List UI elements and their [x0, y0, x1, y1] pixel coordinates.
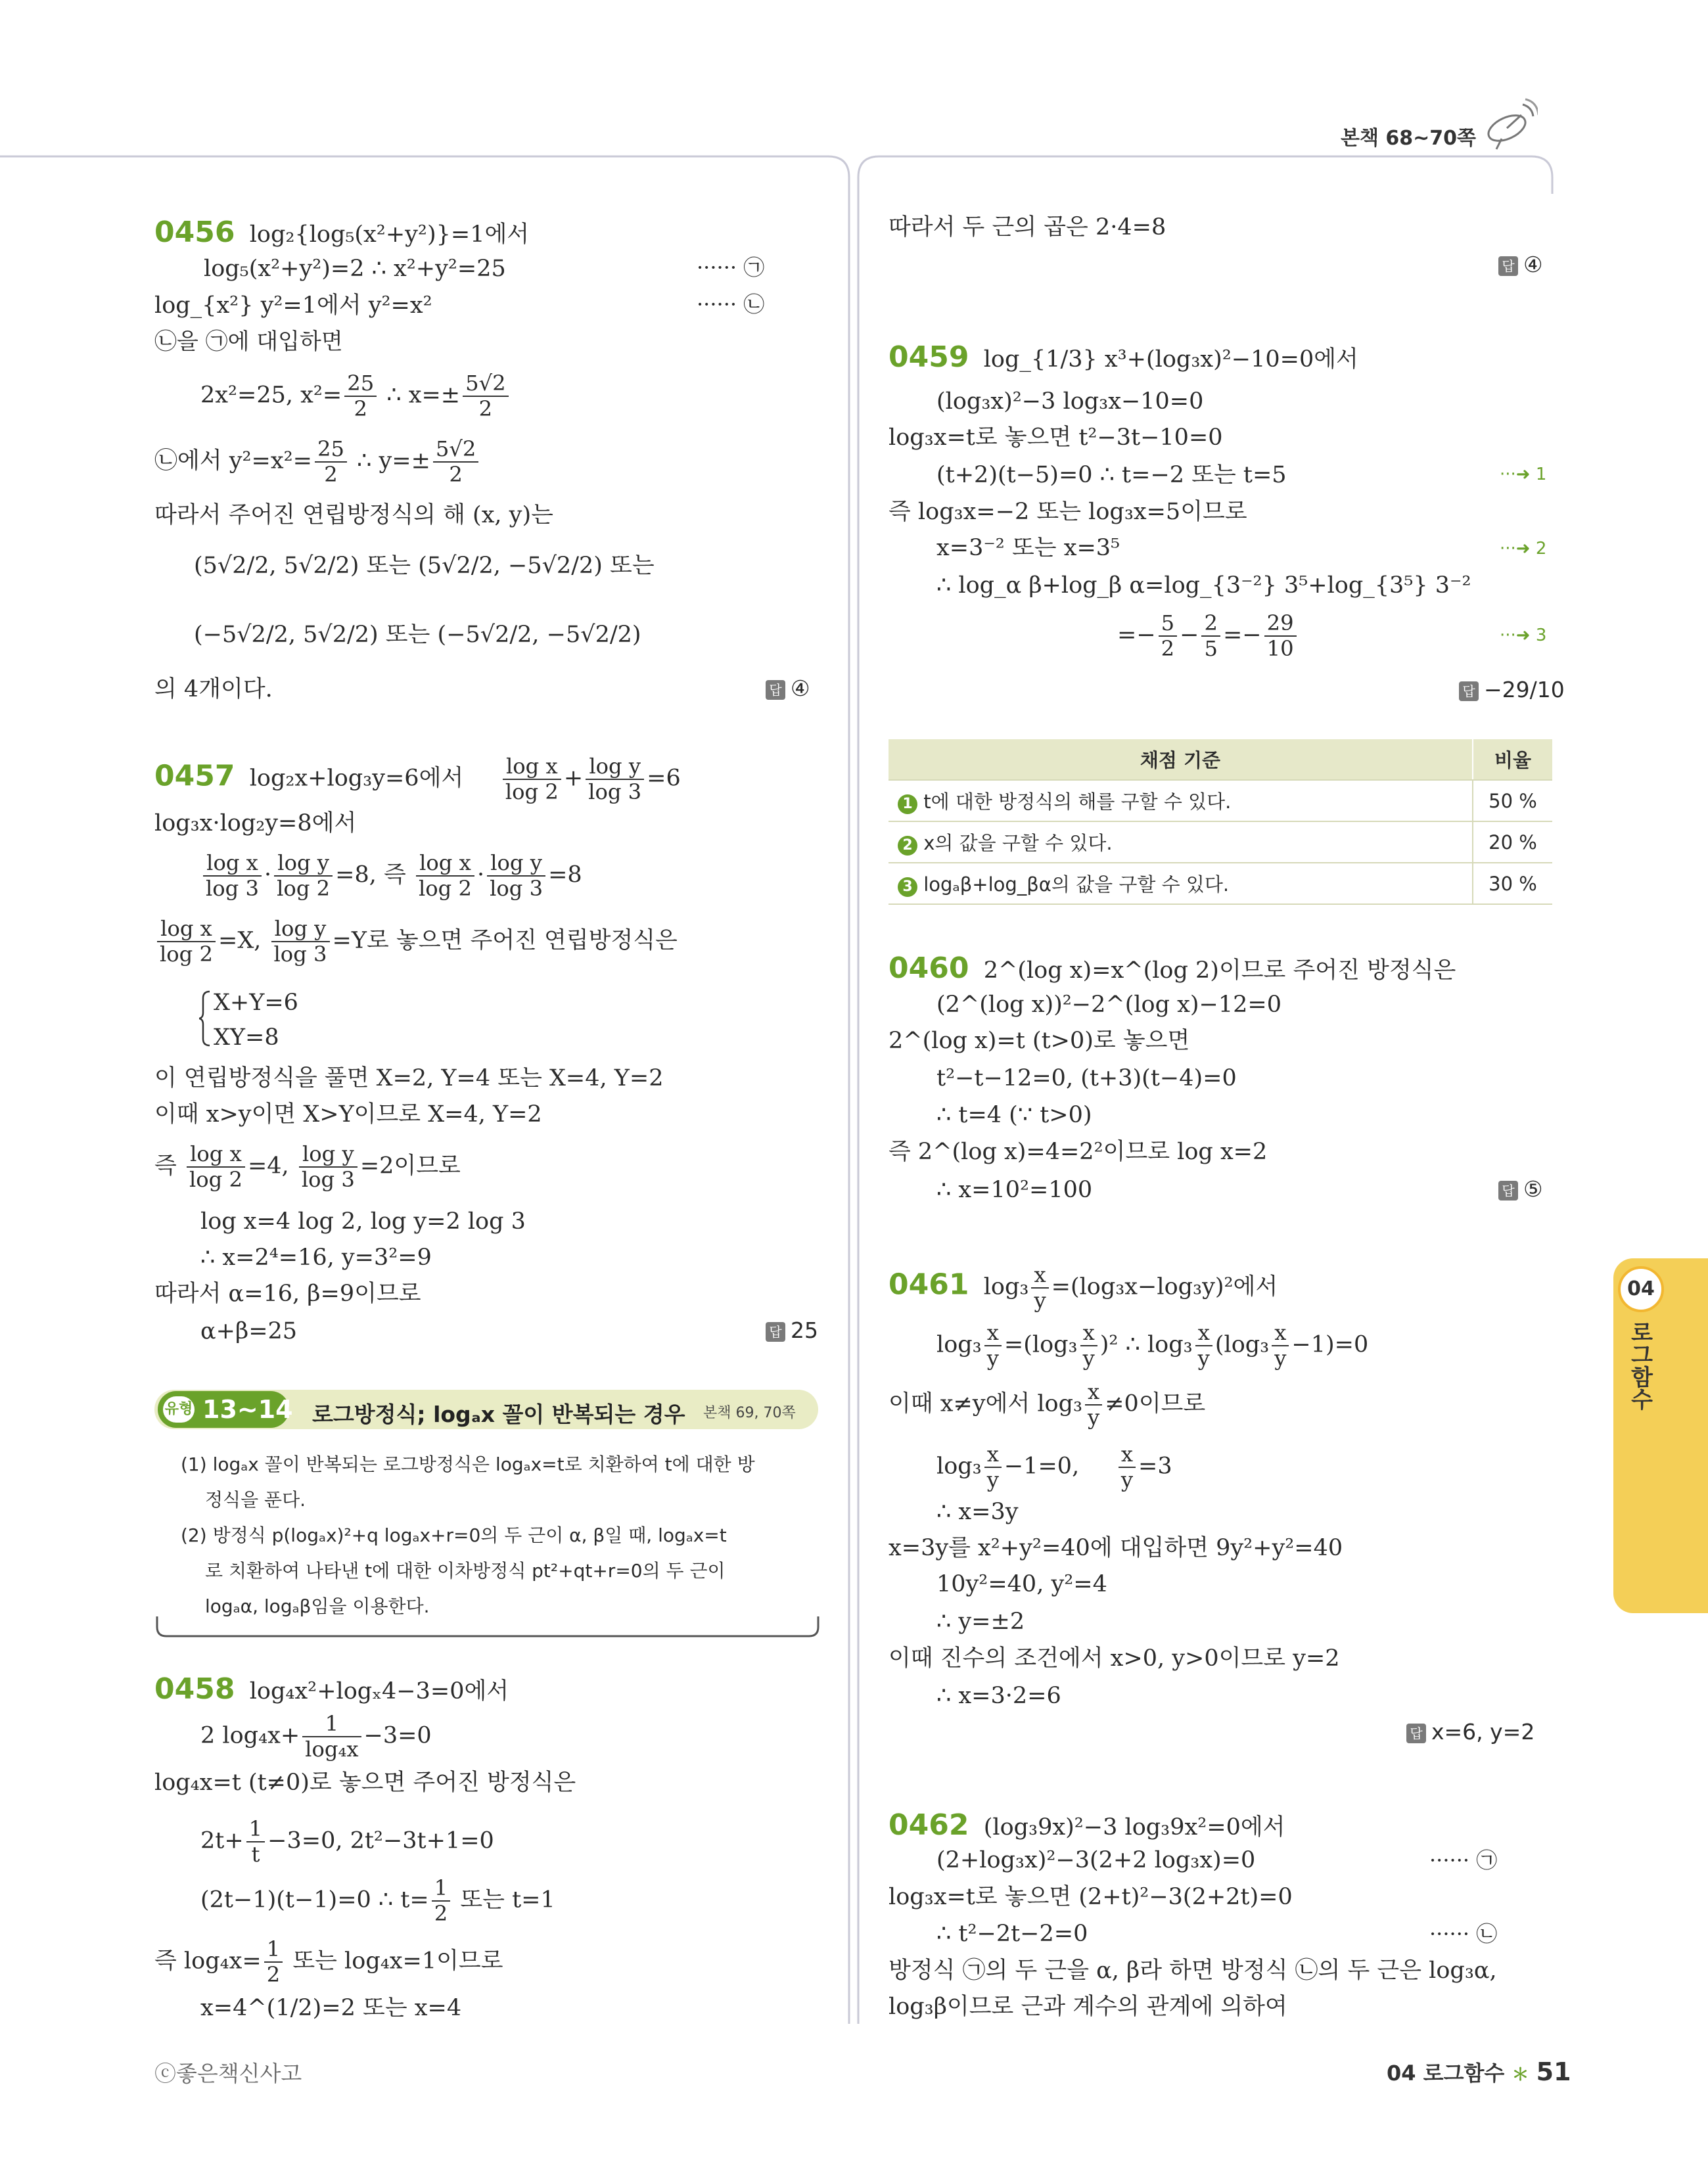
problem-0462-line5: 방정식 ㉠의 두 근을 α, β라 하면 방정식 ㉡의 두 근은 log₃α,	[889, 1957, 1497, 1984]
answer-0457: 답 25	[766, 1317, 818, 1343]
problem-0461-line8: ∴ y=±2	[936, 1609, 1025, 1635]
chapter-number-badge: 04	[1618, 1266, 1664, 1312]
footer-chapter: 04 로그함수	[1387, 2061, 1505, 2086]
step-badge: 3	[898, 877, 917, 897]
problem-0457-line10: 따라서 α=16, β=9이므로	[154, 1281, 421, 1307]
type-item1a: (1) logₐx 꼴이 반복되는 로그방정식은 logₐx=t로 치환하여 t에 대한 방	[181, 1453, 755, 1475]
answer-icon: 답	[766, 1322, 785, 1342]
problem-0456-line9: (−5√2/2, 5√2/2) 또는 (−5√2/2, −5√2/2)	[194, 622, 641, 648]
publisher-label: ⓒ좋은책신사고	[154, 2061, 302, 2086]
footer-separator: ＊	[1512, 2065, 1529, 2085]
problem-0457-line7: 즉 $\frac{\text{log x}}{\log 2}$ =4, $\frac{\text{log y}}{\log 3}$ =2이므로	[154, 1141, 461, 1193]
problem-0459-line4: (t+2)(t−5)=0 ∴ t=−2 또는 t=5	[936, 462, 1287, 488]
problem-0460-line2: (2^(log x))²−2^(log x)−12=0	[936, 992, 1281, 1018]
problem-0456-line7: 따라서 주어진 연립방정식의 해 (x, y)는	[154, 502, 553, 528]
problem-0456-line1: 0456 log₂{log₅(x²+y²)}=1에서	[154, 216, 530, 249]
page-number: 51	[1536, 2057, 1571, 2086]
problem-0456-line10: 의 4개이다.	[154, 676, 273, 702]
problem-0461-line2: log₃ $\frac{x}{y}$ =(log₃ $\frac{x}{y}$ )² ∴ log₃ $\frac{x}{y}$ (log₃ $\frac{x}{y}$ −1)=0	[936, 1320, 1369, 1371]
answer-0458: 답 ④	[1498, 252, 1543, 277]
step-badge: 1	[898, 794, 917, 814]
problem-0459-line2: (log₃x)²−3 log₃x−10=0	[936, 388, 1204, 415]
problem-0456-line6: ㉡에서 y²=x²= $\frac{25}{2}$ ∴ y=± $\frac{5√2}{2}$	[154, 437, 481, 487]
problem-0457-line3: $\frac{\text{log x}}{\log 3}$ · $\frac{\text{log y}}{\log 2}$ =8, 즉 $\frac{\text{log x}}{\log 2}$ · $\frac{\text{log y}}{\log 3}$ =8	[200, 851, 582, 901]
step-marker-3: ···➜ 3	[1500, 626, 1547, 645]
problem-0460-line5: ∴ t=4 (∵ t>0)	[936, 1102, 1092, 1128]
answer-icon: 답	[1406, 1724, 1426, 1743]
problem-0461-line7: 10y²=40, y²=4	[936, 1571, 1107, 1597]
problem-number-0461: 0461	[889, 1268, 969, 1302]
problem-number-0460: 0460	[889, 951, 969, 985]
problem-0458-line3: log₄x=t (t≠0)로 놓으면 주어진 방정식은	[154, 1770, 576, 1796]
problem-0461-line1: 0461 log₃ $\frac{x}{y}$ =(log₃x−log₃y)²에서	[889, 1262, 1278, 1314]
answer-0461: 답 x=6, y=2	[1406, 1719, 1535, 1745]
problem-number-0456: 0456	[154, 216, 235, 249]
answer-0460: 답 ⑤	[1498, 1176, 1543, 1202]
footer-page-info	[1387, 2057, 1571, 2087]
step-marker-2: ···➜ 2	[1500, 539, 1547, 559]
problem-0458-line7: x=4^(1/2)=2 또는 x=4	[200, 1995, 462, 2021]
type-box-bracket	[154, 1615, 821, 1641]
answer-icon: 답	[1459, 681, 1479, 701]
system-eq2: XY=8	[214, 1024, 279, 1051]
problem-0460-line6: 즉 2^(log x)=4=2²이므로 log x=2	[889, 1139, 1268, 1165]
problem-0459-line7: ∴ log_α β+log_β α=log_{3⁻²} 3⁵+log_{3⁵} 3⁻²	[936, 572, 1471, 599]
grading-row: 1 t에 대한 방정식의 해를 구할 수 있다. 50 %	[889, 780, 1552, 821]
problem-0461-line10: ∴ x=3·2=6	[936, 1683, 1061, 1709]
type-ref: 본책 69, 70쪽	[703, 1405, 796, 1421]
problem-0458-line4: 2t+ $\frac{1}{t}$ −3=0, 2t²−3t+1=0	[200, 1816, 494, 1867]
type-item2c: logₐα, logₐβ임을 이용한다.	[205, 1595, 430, 1617]
problem-0457-line2: log₃x·log₂y=8에서	[154, 810, 357, 836]
problem-0456-mark2: ······ ㉡	[697, 292, 765, 317]
problem-0460-line7: ∴ x=10²=100	[936, 1177, 1093, 1203]
grading-header-row	[889, 739, 1552, 780]
problem-0461-line5: ∴ x=3y	[936, 1499, 1019, 1525]
problem-0461-line4: log₃ $\frac{x}{y}$ −1=0, $\frac{x}{y}$ =3	[936, 1442, 1172, 1493]
problem-0456-mark1: ······ ㉠	[697, 255, 765, 280]
problem-0456-line2: log₅(x²+y²)=2 ∴ x²+y²=25	[204, 256, 506, 282]
answer-icon: 답	[1498, 1181, 1518, 1201]
problem-0462-line6: log₃β이므로 근과 계수의 관계에 의하여	[889, 1994, 1287, 2020]
satellite-dish-icon	[1482, 95, 1538, 151]
answer-0456: 답 ④	[766, 675, 810, 701]
problem-number-0457: 0457	[154, 759, 235, 793]
grading-row: 3 logₐβ+log_βα의 값을 구할 수 있다. 30 %	[889, 863, 1552, 904]
grading-table	[889, 739, 1552, 905]
answer-0459: 답 −29/10	[1459, 677, 1565, 702]
step-marker-1: ···➜ 1	[1500, 465, 1547, 484]
problem-0459-line8: =− $\frac{5}{2}$ − $\frac{2}{5}$ =− $\frac{29}{10}$	[1117, 611, 1299, 661]
problem-0458-line1: 0458 log₄x²+logₓ4−3=0에서	[154, 1672, 509, 1706]
problem-0460-line3: 2^(log x)=t (t>0)로 놓으면	[889, 1028, 1190, 1054]
type-badge: 유형 13~14	[158, 1391, 289, 1428]
problem-0462-line1: 0462 (log₃9x)²−3 log₃9x²=0에서	[889, 1808, 1285, 1842]
problem-0457-line9: ∴ x=2⁴=16, y=3²=9	[200, 1245, 432, 1271]
problem-0458-line6: 즉 log₄x= $\frac{1}{2}$ 또는 log₄x=1이므로	[154, 1936, 503, 1988]
problem-0457-line4: $\frac{\text{log x}}{\log 2}$ =X, $\frac{\text{log y}}{\log 3}$ =Y로 놓으면 주어진 연립방정식은	[154, 917, 678, 967]
problem-0462-mark1: ······ ㉠	[1429, 1848, 1498, 1873]
type-item1b: 정식을 푼다.	[205, 1489, 306, 1511]
result-0458-line1: 따라서 두 근의 곱은 2·4=8	[889, 214, 1166, 240]
problem-0461-line3: 이때 x≠y에서 log₃ $\frac{x}{y}$ ≠0이므로	[889, 1379, 1206, 1430]
problem-0457-line6: 이때 x>y이면 X>Y이므로 X=4, Y=2	[154, 1101, 542, 1128]
grading-row: 2 x의 값을 구할 수 있다. 20 %	[889, 821, 1552, 863]
problem-0456-line4: ㉡을 ㉠에 대입하면	[154, 329, 343, 355]
problem-0459-line6: x=3⁻² 또는 x=3⁵	[936, 535, 1120, 561]
problem-0462-mark2: ······ ㉡	[1429, 1921, 1498, 1946]
problem-number-0462: 0462	[889, 1808, 969, 1842]
problem-number-0459: 0459	[889, 340, 969, 374]
problem-0457-line1: 0457 log₂x+log₃y=6에서 $\frac{\text{log x}}{\log 2}$ + $\frac{\text{log y}}{\log 3}$ =6	[154, 754, 681, 805]
problem-number-0458: 0458	[154, 1672, 235, 1706]
answer-icon: 답	[1498, 256, 1518, 276]
page-ref-label: 본책 68~70쪽	[1341, 127, 1477, 150]
type-item2b: 로 치환하여 나타낸 t에 대한 이차방정식 pt²+qt+r=0의 두 근이	[205, 1560, 726, 1582]
problem-0460-line4: t²−t−12=0, (t+3)(t−4)=0	[936, 1065, 1237, 1091]
problem-0458-line2: 2 log₄x+ $\frac{1}{\text{log₄x}}$ −3=0	[200, 1711, 432, 1762]
problem-0459-line1: 0459 log_{1/3} x³+(log₃x)²−10=0에서	[889, 340, 1358, 374]
grading-header-criteria: 채점 기준	[889, 739, 1473, 780]
grading-header-ratio: 비율	[1473, 739, 1552, 780]
problem-0457-line8: log x=4 log 2, log y=2 log 3	[200, 1208, 526, 1235]
step-badge: 2	[898, 836, 917, 856]
problem-0456-line5: 2x²=25, x²= $\frac{25}{2}$ ∴ x=± $\frac{5√2}{2}$	[200, 371, 511, 421]
problem-0456-line3: log_{x²} y²=1에서 y²=x²	[154, 292, 432, 319]
problem-0458-line5: (2t−1)(t−1)=0 ∴ t= $\frac{1}{2}$ 또는 t=1	[200, 1875, 555, 1927]
chapter-title: 로그함수	[1627, 1321, 1653, 1410]
problem-0457-line11: α+β=25	[200, 1318, 298, 1344]
problem-0462-line4: ∴ t²−2t−2=0	[936, 1921, 1088, 1947]
problem-0459-line3: log₃x=t로 놓으면 t²−3t−10=0	[889, 424, 1223, 451]
problem-0461-line6: x=3y를 x²+y²=40에 대입하면 9y²+y²=40	[889, 1535, 1343, 1561]
type-title: 로그방정식; logₐx 꼴이 반복되는 경우	[312, 1402, 685, 1427]
problem-0462-line3: log₃x=t로 놓으면 (2+t)²−3(2+2t)=0	[889, 1884, 1293, 1910]
chapter-side-tab	[1613, 1258, 1708, 1613]
problem-0461-line9: 이때 진수의 조건에서 x>0, y>0이므로 y=2	[889, 1645, 1340, 1672]
problem-0457-line5: 이 연립방정식을 풀면 X=2, Y=4 또는 X=4, Y=2	[154, 1065, 664, 1091]
system-eq1: X+Y=6	[214, 990, 298, 1016]
problem-0456-line8: (5√2/2, 5√2/2) 또는 (5√2/2, −5√2/2) 또는	[194, 553, 655, 579]
answer-icon: 답	[766, 680, 785, 700]
problem-0459-line5: 즉 log₃x=−2 또는 log₃x=5이므로	[889, 499, 1247, 525]
problem-0460-line1: 0460 2^(log x)=x^(log 2)이므로 주어진 방정식은	[889, 951, 1456, 985]
problem-0462-line2: (2+log₃x)²−3(2+2 log₃x)=0	[936, 1847, 1256, 1873]
system-brace	[199, 989, 212, 1048]
type-item2a: (2) 방정식 p(logₐx)²+q logₐx+r=0의 두 근이 α, β일 때, logₐx=t	[181, 1524, 727, 1546]
